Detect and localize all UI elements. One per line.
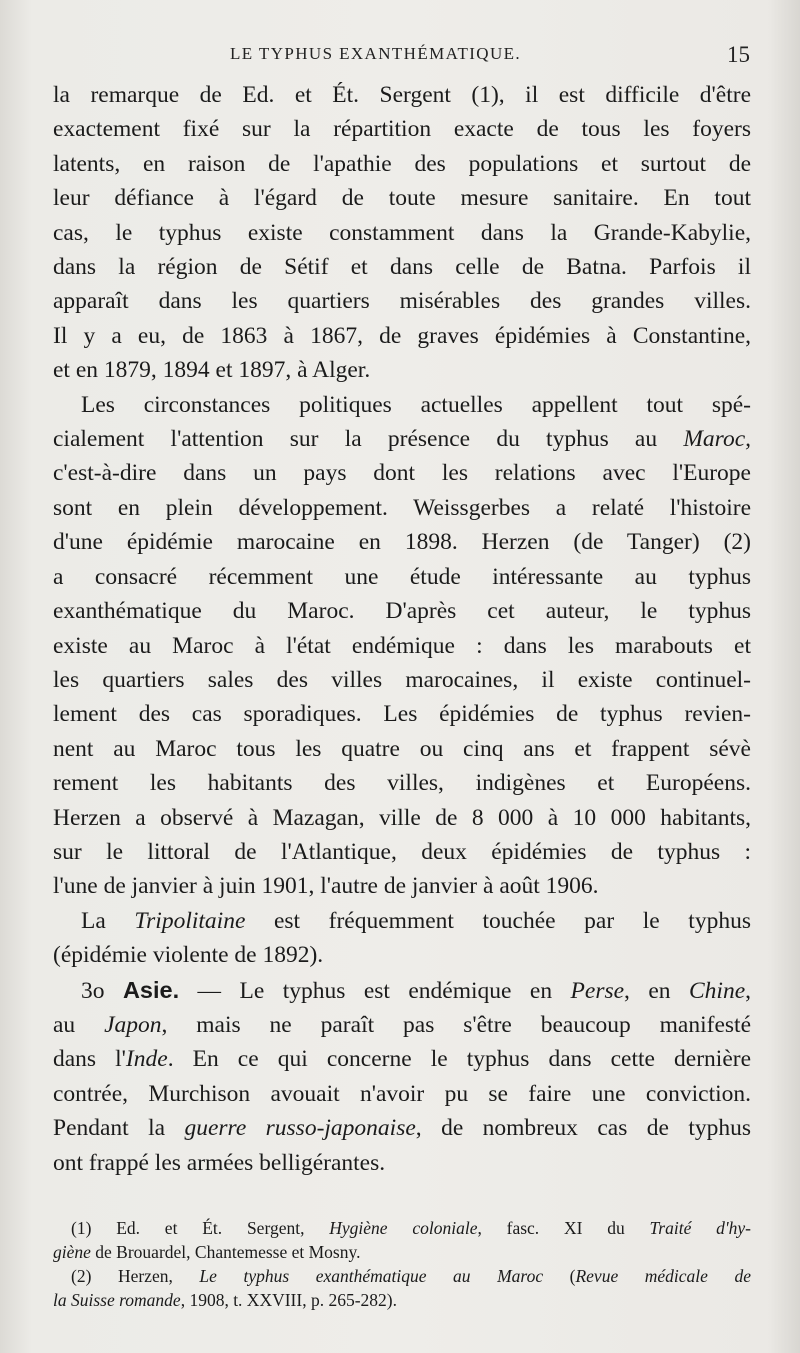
footnote-2-cont <box>53 1288 751 1312</box>
text-line: existe au Maroc à l'état endémique : dans les marabouts et <box>53 632 751 659</box>
text-line: ont frappé les armées belligérantes. <box>53 1149 386 1176</box>
emphasis-inde: Inde <box>125 1046 168 1073</box>
emphasis-title: Hygiène coloniale <box>329 1218 478 1238</box>
text-line <box>53 1042 751 1076</box>
text-line: sont en plein développement. Weissgerbes a relaté l'histoire <box>53 494 751 521</box>
page-number: 15 <box>727 42 750 67</box>
footnote-1-cont <box>53 1240 751 1264</box>
footnote-2 <box>53 1264 751 1288</box>
text-line <box>53 422 751 456</box>
paragraph-tripolitaine <box>53 904 751 973</box>
paragraph-morocco <box>53 388 751 904</box>
text-line: rement les habitants des villes, indigènes et Européens. <box>53 770 751 797</box>
text-span: La <box>81 907 135 934</box>
running-title: LE TYPHUS EXANTHÉMATIQUE. <box>230 44 522 63</box>
text-span: , <box>745 977 751 1004</box>
text-line: lement des cas sporadiques. Les épidémies de typhus revien- <box>53 701 751 728</box>
text-line <box>53 904 751 938</box>
text-span: dans l' <box>53 1046 126 1073</box>
text-span: , en <box>624 977 689 1004</box>
paragraph-asie <box>53 973 751 1180</box>
section-number: 3o <box>81 977 123 1004</box>
text-line: exactement fixé sur la répartition exacte de tous les foyers <box>53 116 751 143</box>
emphasis-title: la Suisse romande <box>53 1290 181 1310</box>
emphasis-tripolitaine: Tripolitaine <box>134 907 246 934</box>
text-span: , mais ne paraît pas s'être beaucoup manifesté <box>161 1011 751 1038</box>
emphasis-title: Le typhus exanthématique au Maroc <box>199 1266 544 1286</box>
text-line: et en 1879, 1894 et 1897, à Alger. <box>53 357 371 384</box>
text-span: de Brouardel, Chantemesse et Mosny. <box>90 1242 361 1262</box>
footnotes <box>53 1216 751 1312</box>
running-head <box>0 44 800 74</box>
text-span: (1) Ed. et Ét. Sergent, <box>71 1218 330 1238</box>
text-line: exanthématique du Maroc. D'après cet auteur, le typhus <box>53 598 751 625</box>
text-line: nent au Maroc tous les quatre ou cinq ans et frappent sévè <box>53 735 751 762</box>
text-line: dans la région de Sétif et dans celle de Batna. Parfois il <box>53 254 751 281</box>
text-span: au <box>53 1011 105 1038</box>
text-line: contrée, Murchison avouait n'avoir pu se faire une conviction. <box>53 1080 751 1107</box>
emphasis-chine: Chine <box>688 977 746 1004</box>
text-span: , fasc. XI du <box>477 1218 650 1238</box>
text-line <box>53 973 751 1008</box>
emphasis-title: Traité d'hy- <box>649 1218 751 1238</box>
text-line: (épidémie violente de 1892). <box>53 942 324 969</box>
text-span: , 1908, t. XXVIII, p. 265-282). <box>180 1290 397 1310</box>
text-line: leur défiance à l'égard de toute mesure sanitaire. En tout <box>53 185 751 212</box>
text-line: d'une épidémie marocaine en 1898. Herzen (de Tanger) (2) <box>53 529 751 556</box>
text-line: Herzen a observé à Mazagan, ville de 8 000 à 10 000 habitants, <box>53 804 751 831</box>
text-line: a consacré récemment une étude intéressante au typhus <box>53 563 751 590</box>
body-text <box>53 78 751 1180</box>
text-span: ( <box>543 1266 576 1286</box>
text-line <box>53 1008 751 1042</box>
emphasis-title: Revue médicale de <box>575 1266 751 1286</box>
text-line: l'une de janvier à juin 1901, l'autre de janvier à août 1906. <box>53 873 599 900</box>
text-line: sur le littoral de l'Atlantique, deux épidémies de typhus : <box>53 838 751 865</box>
text-span: (2) Herzen, <box>71 1266 200 1286</box>
text-line: cas, le typhus existe constamment dans la Grande-Kabylie, <box>53 219 751 246</box>
text-line: apparaît dans les quartiers misérables des grandes villes. <box>53 288 751 315</box>
section-heading-asie: Asie. <box>122 976 180 1003</box>
text-span: , de nombreux cas de typhus <box>415 1115 751 1142</box>
emphasis-guerre: guerre russo-japonaise <box>184 1115 416 1142</box>
text-span: . En ce qui concerne le typhus dans cette dernière <box>167 1046 752 1073</box>
footnote-1 <box>53 1216 751 1240</box>
text-line: Il y a eu, de 1863 à 1867, de graves épidémies à Constantine, <box>53 322 751 349</box>
emphasis-maroc: Maroc, <box>683 426 751 453</box>
text-line: c'est-à-dire dans un pays dont les relations avec l'Europe <box>53 460 751 487</box>
emphasis-title: giène <box>53 1242 91 1262</box>
text-line: latents, en raison de l'apathie des populations et surtout de <box>53 150 751 177</box>
text-span: — Le typhus est endémique en <box>179 977 571 1004</box>
emphasis-japon: Japon <box>104 1011 162 1038</box>
emphasis-perse: Perse <box>570 977 625 1004</box>
text-span: Pendant la <box>53 1115 185 1142</box>
text-span: est fréquemment touchée par le typhus <box>245 907 751 934</box>
text-line: Les circonstances politiques actuelles appellent tout spé- <box>81 391 751 418</box>
text-line: les quartiers sales des villes marocaines, il existe continuel- <box>53 666 751 693</box>
text-line <box>53 1111 751 1145</box>
paragraph-algeria <box>53 78 751 388</box>
text-span: cialement l'attention sur la présence du typhus au <box>53 426 684 453</box>
text-line: la remarque de Ed. et Ét. Sergent (1), il est difficile d'être <box>53 82 751 108</box>
